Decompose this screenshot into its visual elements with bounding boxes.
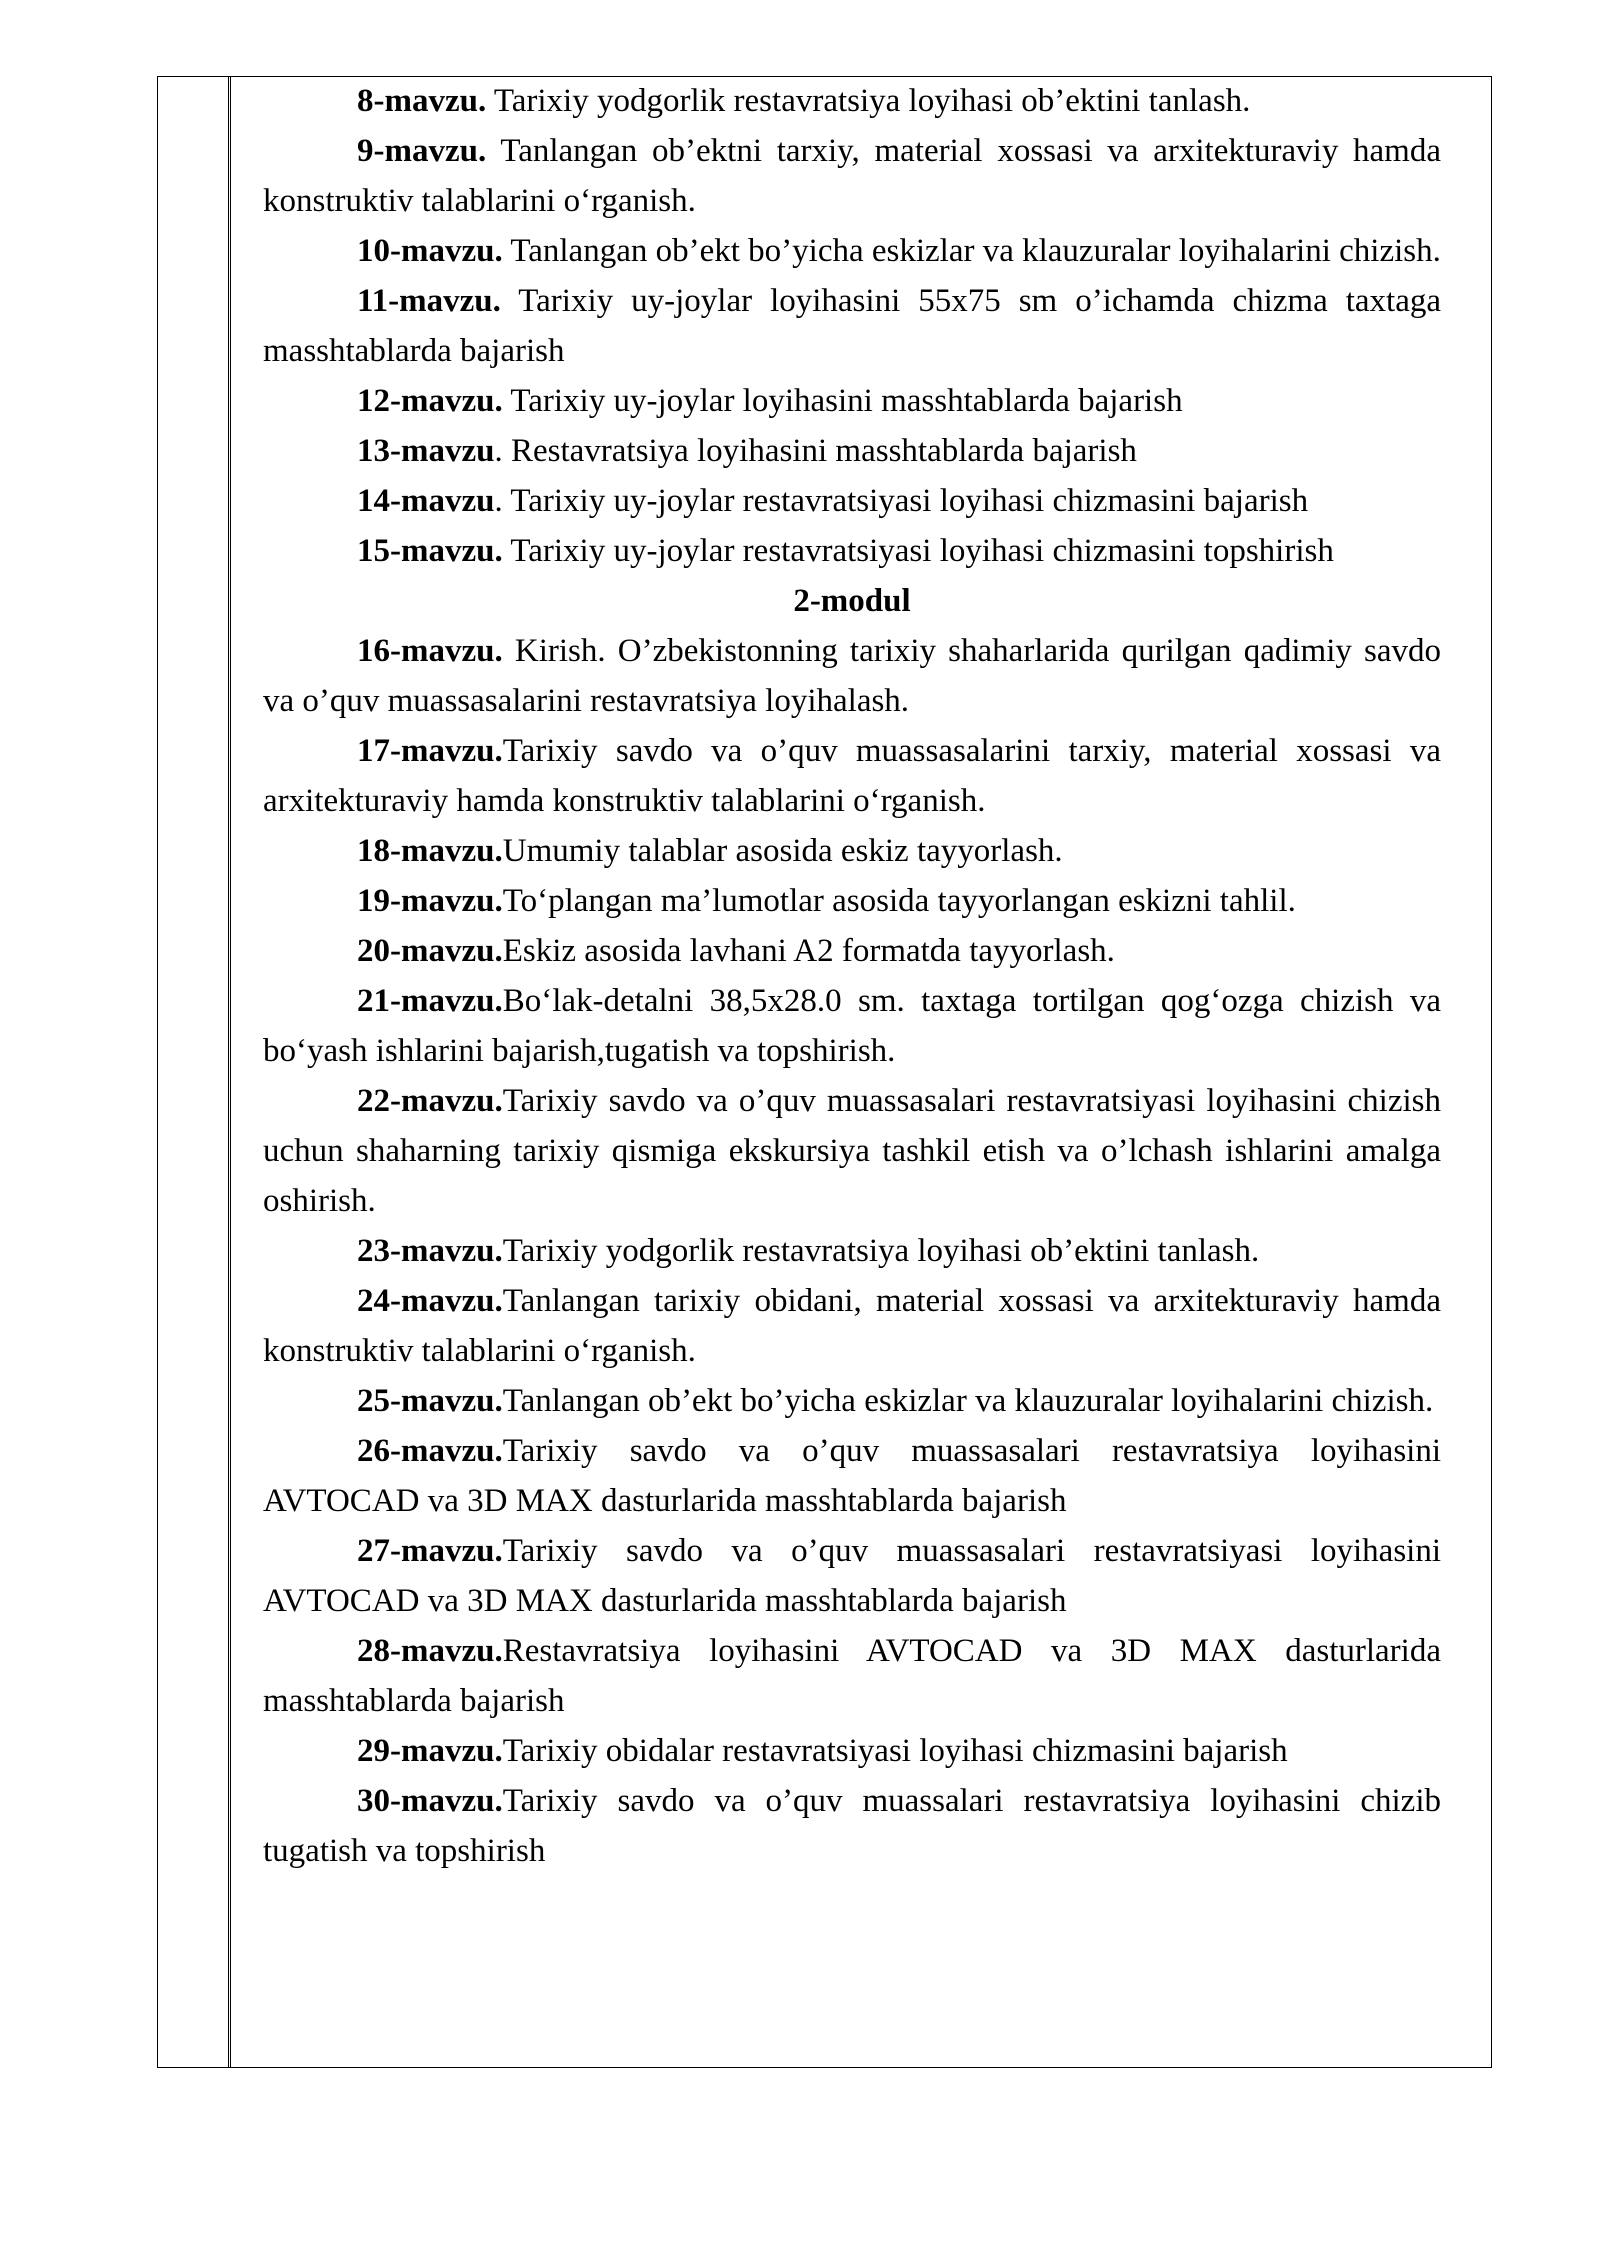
topic-number: 19-mavzu. xyxy=(357,883,503,919)
topic-item xyxy=(263,76,1441,126)
topic-number: 11-mavzu. xyxy=(357,283,501,319)
topic-number: 16-mavzu. xyxy=(357,633,503,669)
topic-item xyxy=(263,626,1441,726)
topic-number: 24-mavzu. xyxy=(357,1283,503,1319)
topic-text: Tarixiy uy-joylar loyihasini masshtablarda bajarish xyxy=(502,383,1183,419)
topic-number: 15-mavzu. xyxy=(357,533,503,569)
topic-number: 30-mavzu. xyxy=(357,1783,503,1819)
topic-text: Tanlangan ob’ekt bo’yicha eskizlar va klauzuralar loyihalarini chizish. xyxy=(502,1383,1434,1419)
column-divider xyxy=(228,77,229,2067)
topic-text: Tarixiy uy-joylar restavratsiyasi loyihasi chizmasini topshirish xyxy=(502,533,1334,569)
topic-item xyxy=(263,1526,1441,1626)
topic-text: Tarixiy yodgorlik restavratsiya loyihasi ob’ektini tanlash. xyxy=(486,83,1251,119)
topic-text: Tanlangan ob’ektni tarxiy, material xossasi va arxitekturaviy hamda konstruktiv talablarini o‘rganish. xyxy=(263,133,1441,219)
topic-text: Umumiy talablar asosida eskiz tayyorlash. xyxy=(502,833,1063,869)
topic-item xyxy=(263,726,1441,826)
topic-number: 10-mavzu. xyxy=(357,233,503,269)
topic-list xyxy=(263,76,1441,1876)
topic-text: Tarixiy obidalar restavratsiyasi loyihasi chizmasini bajarish xyxy=(502,1733,1288,1769)
topic-item xyxy=(263,1426,1441,1526)
topic-number: 20-mavzu. xyxy=(357,933,503,969)
topic-item xyxy=(263,876,1441,926)
topic-item xyxy=(263,476,1441,526)
topic-item xyxy=(263,1726,1441,1776)
topic-text: Tarixiy savdo va o’quv muassalari restavratsiya loyihasini chizib tugatish va topshirish xyxy=(263,1783,1441,1869)
topic-number: 9-mavzu. xyxy=(357,133,487,169)
topic-item xyxy=(263,1376,1441,1426)
topic-item xyxy=(263,276,1441,376)
topic-item xyxy=(263,526,1441,576)
topic-number: 17-mavzu. xyxy=(357,733,503,769)
topic-text: Tarixiy savdo va o’quv muassasalari restavratsiyasi loyihasini chizish uchun shaharning tarixiy qismiga ekskursiya tashkil etish va o’lchash ishlarini amalga oshirish. xyxy=(263,1083,1441,1219)
topic-text: Tanlangan ob’ekt bo’yicha eskizlar va klauzuralar loyihalarini chizish. xyxy=(502,233,1441,269)
topic-number: 21-mavzu. xyxy=(357,983,503,1019)
topic-item xyxy=(263,1626,1441,1726)
topic-text: To‘plangan ma’lumotlar asosida tayyorlangan eskizni tahlil. xyxy=(502,883,1296,919)
topic-item xyxy=(263,1076,1441,1226)
topic-number: 28-mavzu. xyxy=(357,1633,503,1669)
topic-text: Kirish. O’zbekistonning tarixiy shaharlarida qurilgan qadimiy savdo va o’quv muassasalarini restavratsiya loyihalash. xyxy=(263,633,1441,719)
topic-text: Tarixiy yodgorlik restavratsiya loyihasi ob’ektini tanlash. xyxy=(502,1233,1260,1269)
column-divider xyxy=(230,77,231,2067)
topic-number: 12-mavzu. xyxy=(357,383,503,419)
topic-number: 27-mavzu. xyxy=(357,1533,503,1569)
topic-text: Tarixiy savdo va o’quv muassasalari restavratsiyasi loyihasini AVTOCAD va 3D MAX dasturlarida masshtablarda bajarish xyxy=(263,1533,1441,1619)
topic-number: 18-mavzu. xyxy=(357,833,503,869)
topic-number: 29-mavzu. xyxy=(357,1733,503,1769)
topic-item xyxy=(263,426,1441,476)
topic-number: 13-mavzu xyxy=(357,433,495,469)
topic-text: . Tarixiy uy-joylar restavratsiyasi loyihasi chizmasini bajarish xyxy=(494,483,1309,519)
topic-item xyxy=(263,1226,1441,1276)
topic-item xyxy=(263,976,1441,1076)
topic-number: 8-mavzu. xyxy=(357,83,487,119)
topic-item xyxy=(263,376,1441,426)
topic-item xyxy=(263,226,1441,276)
topic-item xyxy=(263,126,1441,226)
topic-number: 14-mavzu xyxy=(357,483,495,519)
topic-text: Bo‘lak-detalni 38,5x28.0 sm. taxtaga tortilgan qog‘ozga chizish va bo‘yash ishlarini bajarish,tugatish va topshirish. xyxy=(263,983,1441,1069)
topic-number: 26-mavzu. xyxy=(357,1433,503,1469)
topic-item xyxy=(263,1276,1441,1376)
topic-number: 25-mavzu. xyxy=(357,1383,503,1419)
topic-item xyxy=(263,1776,1441,1876)
topic-text: Tarixiy uy-joylar loyihasini 55x75 sm o’ichamda chizma taxtaga masshtablarda bajarish xyxy=(263,283,1441,369)
topic-text: Eskiz asosida lavhani A2 formatda tayyorlash. xyxy=(502,933,1115,969)
topic-text: . Restavratsiya loyihasini masshtablarda bajarish xyxy=(494,433,1137,469)
topic-number: 23-mavzu. xyxy=(357,1233,503,1269)
topic-number: 22-mavzu. xyxy=(357,1083,503,1119)
topic-text: Tarixiy savdo va o’quv muassasalarini tarxiy, material xossasi va arxitekturaviy hamda konstruktiv talablarini o‘rganish. xyxy=(263,733,1441,819)
topic-item xyxy=(263,926,1441,976)
topic-item xyxy=(263,826,1441,876)
topic-text: Tarixiy savdo va o’quv muassasalari restavratsiya loyihasini AVTOCAD va 3D MAX dasturlarida masshtablarda bajarish xyxy=(263,1433,1441,1519)
topic-text: Restavratsiya loyihasini AVTOCAD va 3D MAX dasturlarida masshtablarda bajarish xyxy=(263,1633,1441,1719)
topic-text: Tanlangan tarixiy obidani, material xossasi va arxitekturaviy hamda konstruktiv talablarini o‘rganish. xyxy=(263,1283,1441,1369)
module-heading: 2-modul xyxy=(793,583,911,619)
